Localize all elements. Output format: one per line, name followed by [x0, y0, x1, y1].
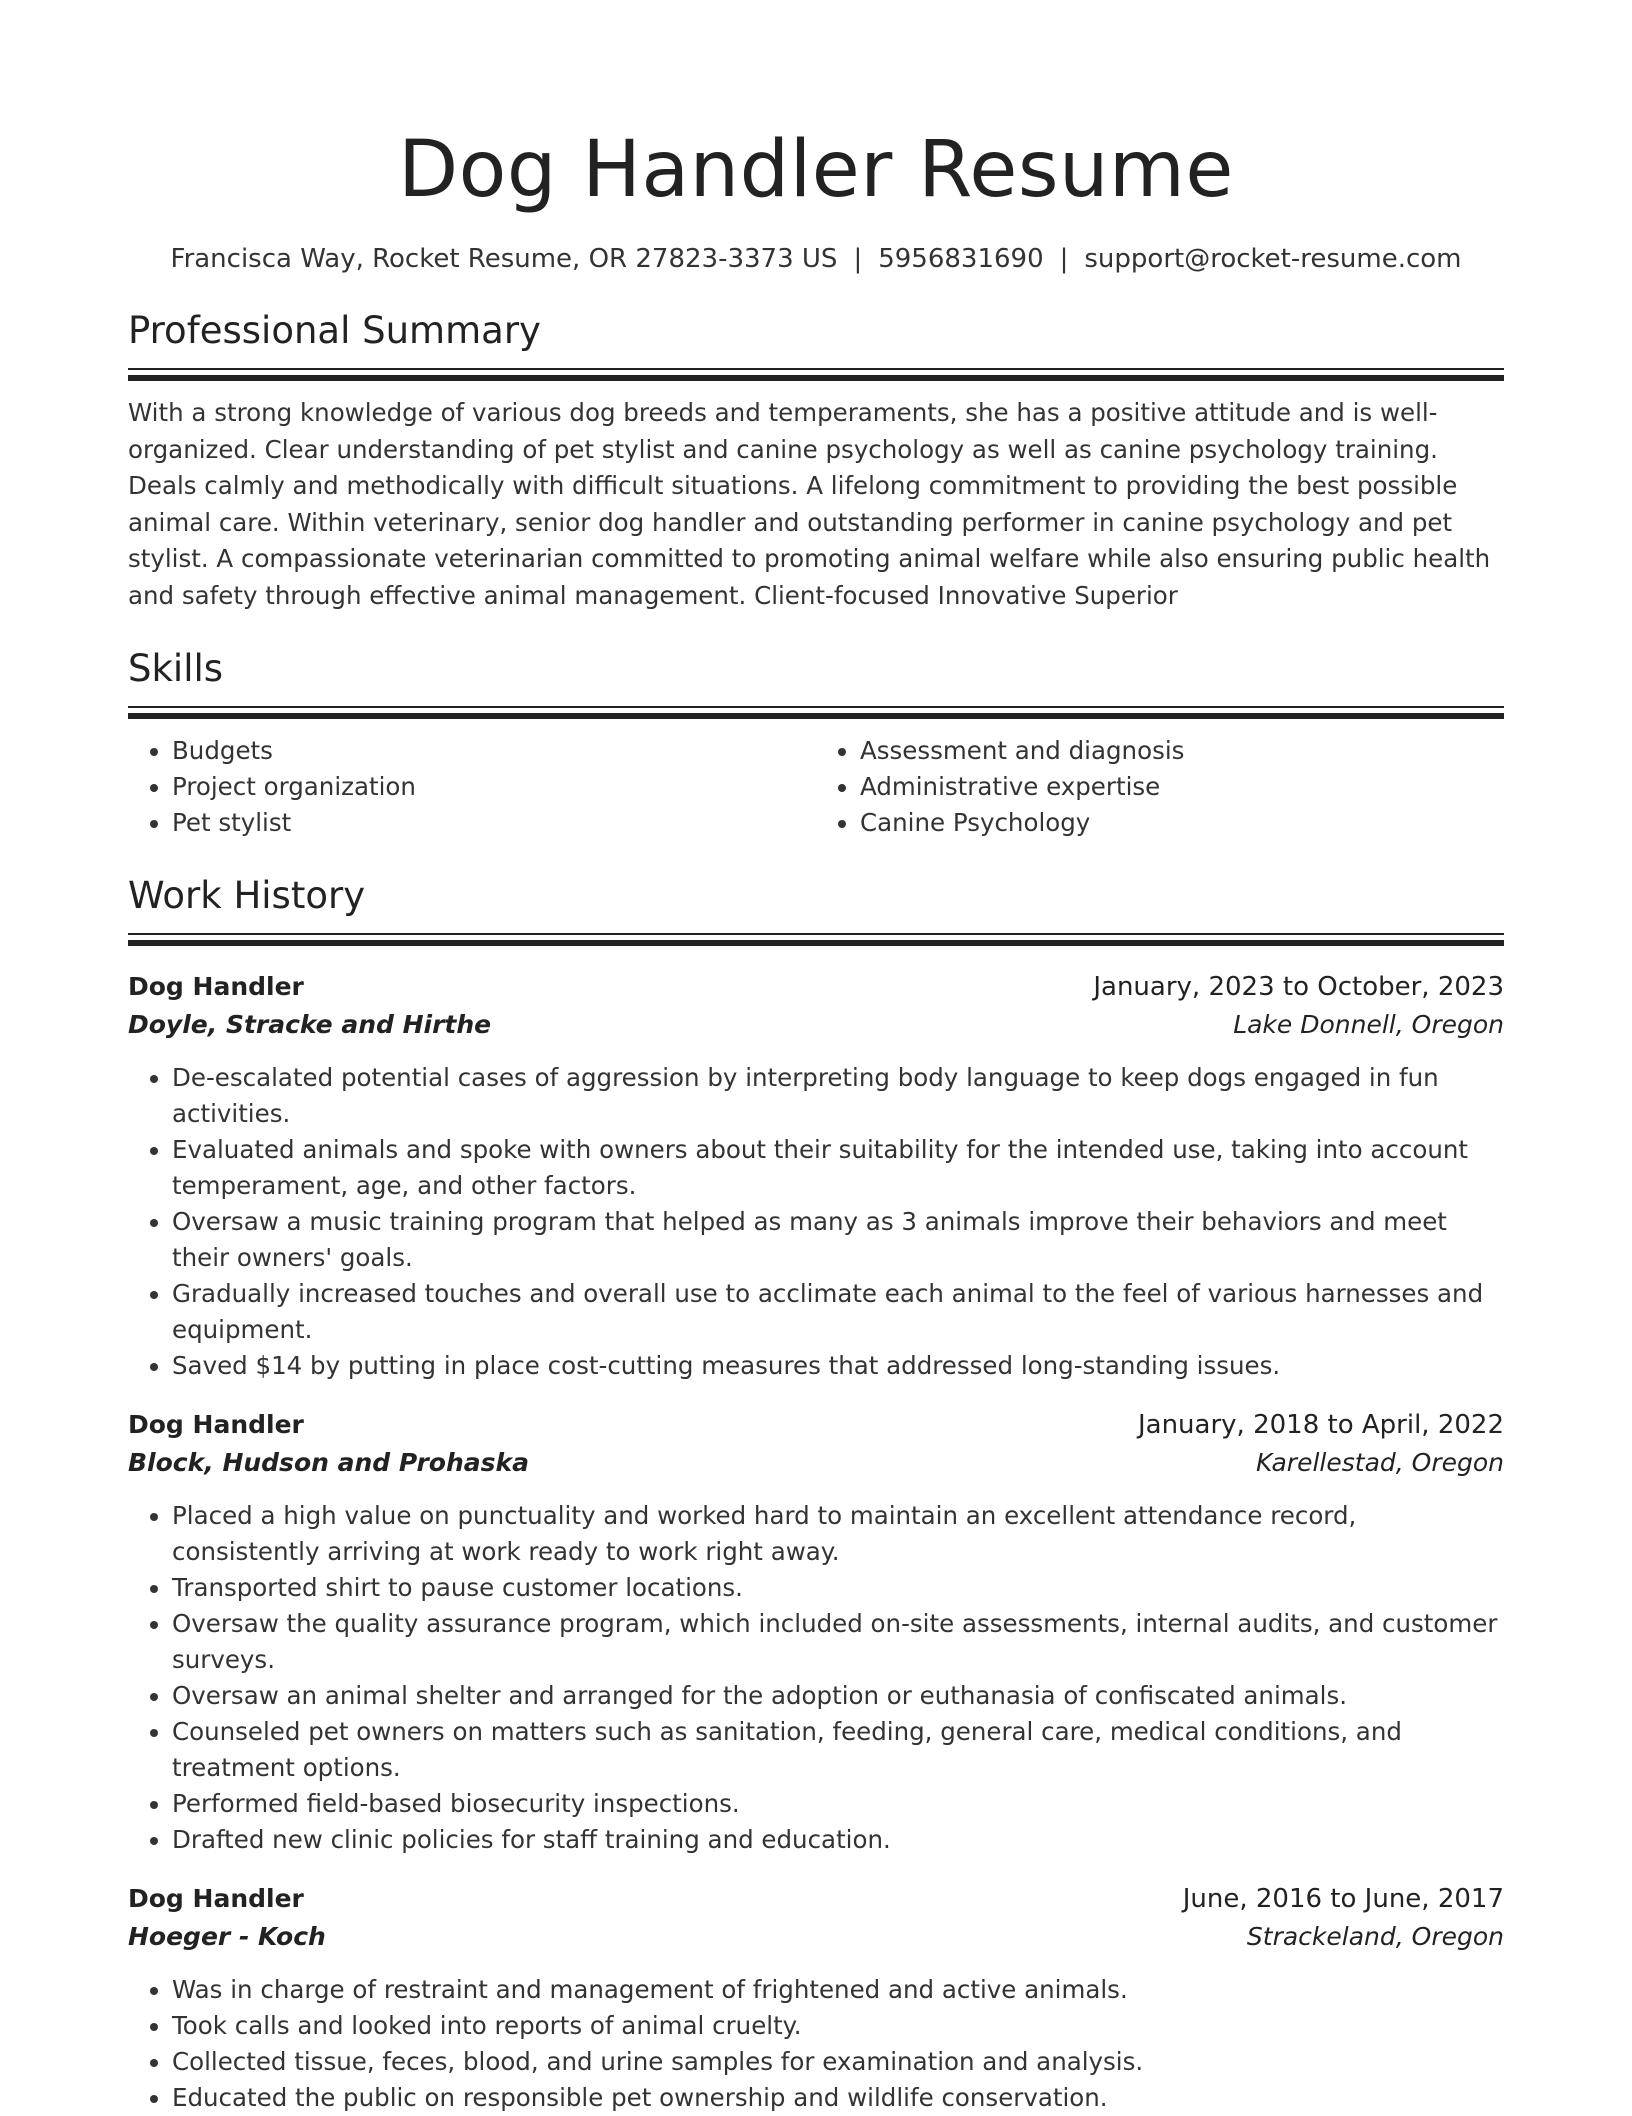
- job-dates: June, 2016 to June, 2017: [1182, 1884, 1504, 1914]
- job-location: Karellestad, Oregon: [1255, 1448, 1504, 1477]
- job-duty: • Oversaw an animal shelter and arranged for the adoption or euthanasia of confiscated animals.: [172, 1678, 1504, 1714]
- skill-item: • Assessment and diagnosis: [860, 733, 1504, 769]
- section-divider: [128, 706, 1504, 719]
- skills-heading: Skills: [128, 647, 224, 690]
- work-history-heading: Work History: [128, 874, 366, 917]
- job-duty: • Saved $14 by putting in place cost-cutting measures that addressed long-standing issues.: [172, 1348, 1504, 1384]
- contact-phone: 5956831690: [878, 244, 1044, 274]
- job-duty: • De-escalated potential cases of aggression by interpreting body language to keep dogs engaged in fun activities.: [172, 1060, 1504, 1132]
- job-duty: • Drafted new clinic policies for staff training and education.: [172, 1822, 1504, 1858]
- skill-item: • Canine Psychology: [860, 805, 1504, 841]
- skill-item: • Pet stylist: [172, 805, 816, 841]
- resume-title: Dog Handler Resume: [398, 125, 1234, 215]
- job-entry: [128, 1880, 1504, 2116]
- skills-column-right: [816, 733, 1504, 841]
- job-company: Doyle, Stracke and Hirthe: [128, 1010, 492, 1039]
- job-entry: [128, 968, 1504, 1384]
- contact-separator: |: [853, 244, 863, 274]
- job-duties: [128, 1498, 1504, 1858]
- skills-section: [128, 646, 1504, 841]
- contact-address: Francisca Way, Rocket Resume, OR 27823-3373 US: [170, 244, 838, 274]
- job-duty: • Collected tissue, feces, blood, and urine samples for examination and analysis.: [172, 2044, 1504, 2080]
- contact-line: [128, 242, 1504, 276]
- job-company: Hoeger - Koch: [128, 1922, 326, 1951]
- job-entry: [128, 1406, 1504, 1858]
- job-location: Strackeland, Oregon: [1246, 1922, 1504, 1951]
- summary-section: [128, 308, 1504, 614]
- work-history-section: [128, 873, 1504, 2116]
- skill-item: • Administrative expertise: [860, 769, 1504, 805]
- job-title: Dog Handler: [128, 972, 304, 1001]
- job-dates: January, 2018 to April, 2022: [1137, 1410, 1504, 1440]
- contact-separator: |: [1059, 244, 1069, 274]
- contact-email: support@rocket-resume.com: [1084, 244, 1462, 274]
- job-duty: • Performed field-based biosecurity inspections.: [172, 1786, 1504, 1822]
- job-duty: • Gradually increased touches and overall use to acclimate each animal to the feel of various harnesses and equipment.: [172, 1276, 1504, 1348]
- skill-item: • Budgets: [172, 733, 816, 769]
- skills-column-left: [128, 733, 816, 841]
- job-duties: [128, 1972, 1504, 2116]
- skills-list: [128, 733, 1504, 841]
- job-duty: • Placed a high value on punctuality and worked hard to maintain an excellent attendance record, consistently arriving at work ready to work right away.: [172, 1498, 1504, 1570]
- job-duty: • Was in charge of restraint and management of frightened and active animals.: [172, 1972, 1504, 2008]
- job-duty: • Oversaw a music training program that helped as many as 3 animals improve their behaviors and meet their owners' goals.: [172, 1204, 1504, 1276]
- summary-text: With a strong knowledge of various dog breeds and temperaments, she has a positive attitude and is well-organized. Clear understanding of pet stylist and canine psychology as well as canine psychology training. Deals calmly and methodically with difficult situations. A lifelong commitment to providing the best possible animal care. Within veterinary, senior dog handler and outstanding performer in canine psychology and pet stylist. A compassionate veterinarian committed to promoting animal welfare while also ensuring public health and safety through effective animal management. Client-focused Innovative Superior: [128, 398, 1491, 610]
- job-title: Dog Handler: [128, 1410, 304, 1439]
- job-company: Block, Hudson and Prohaska: [128, 1448, 529, 1477]
- job-location: Lake Donnell, Oregon: [1233, 1010, 1504, 1039]
- skill-item: • Project organization: [172, 769, 816, 805]
- job-dates: January, 2023 to October, 2023: [1093, 972, 1504, 1002]
- job-duty: • Evaluated animals and spoke with owners about their suitability for the intended use, taking into account temperament, age, and other factors.: [172, 1132, 1504, 1204]
- job-duty: • Oversaw the quality assurance program, which included on-site assessments, internal audits, and customer surveys.: [172, 1606, 1504, 1678]
- summary-heading: Professional Summary: [128, 309, 541, 352]
- job-title: Dog Handler: [128, 1884, 304, 1913]
- section-divider: [128, 933, 1504, 946]
- job-duty: • Counseled pet owners on matters such as sanitation, feeding, general care, medical conditions, and treatment options.: [172, 1714, 1504, 1786]
- job-duty: • Transported shirt to pause customer locations.: [172, 1570, 1504, 1606]
- job-duty: • Educated the public on responsible pet ownership and wildlife conservation.: [172, 2080, 1504, 2116]
- job-duties: [128, 1060, 1504, 1384]
- section-divider: [128, 368, 1504, 381]
- job-duty: • Took calls and looked into reports of animal cruelty.: [172, 2008, 1504, 2044]
